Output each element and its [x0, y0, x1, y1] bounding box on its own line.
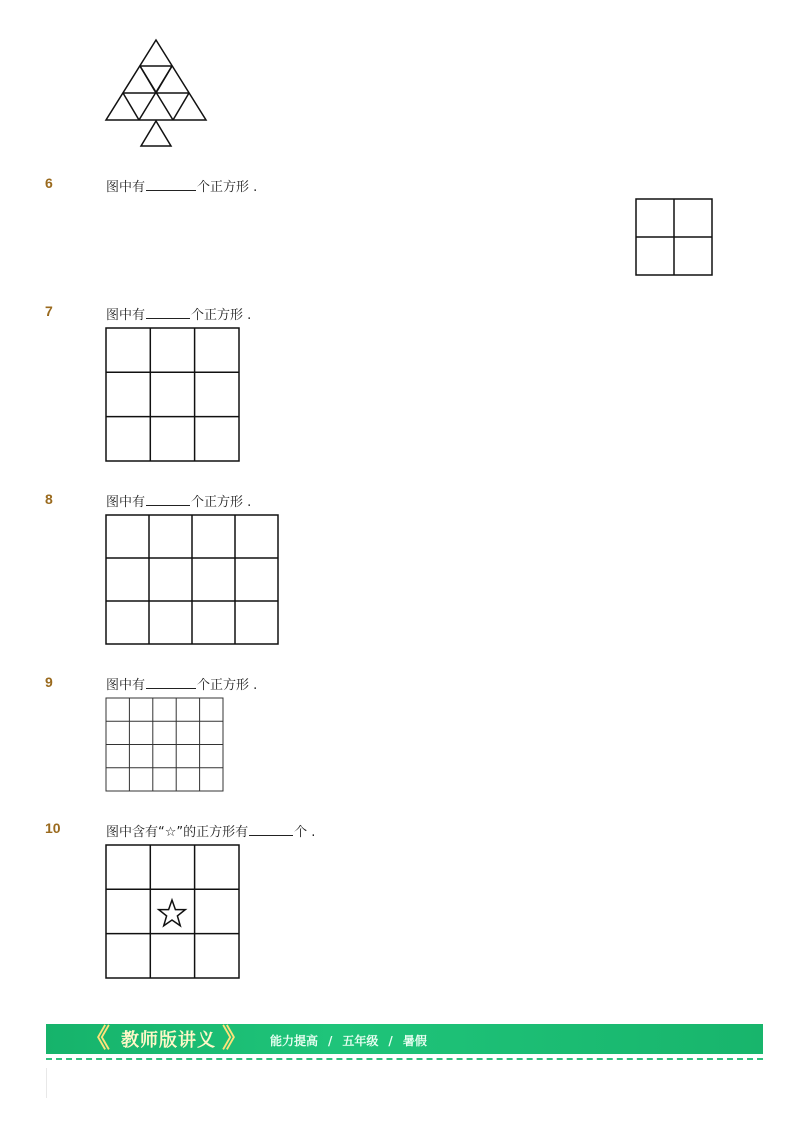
question-prefix: 图中有 [106, 180, 146, 195]
question-number: 8 [45, 491, 53, 507]
footer-term: 暑假 [402, 1034, 427, 1048]
footer-dashed-line [46, 1058, 763, 1060]
question-suffix: 个正方形 . [191, 495, 252, 510]
footer-grade: 五年级 [342, 1034, 379, 1048]
question-number: 10 [45, 820, 61, 836]
question-prefix: 图中有 [106, 495, 146, 510]
question-number: 6 [45, 175, 53, 191]
footer-course: 能力提高 [270, 1034, 319, 1048]
footer-separator: / [388, 1034, 393, 1048]
margin-rule [46, 1068, 47, 1098]
footer-subtitle [270, 1032, 427, 1049]
footer-separator: / [328, 1034, 333, 1048]
question-suffix: 个正方形 . [197, 180, 258, 195]
question-prefix: 图中含有“☆”的正方形有 [106, 825, 249, 840]
chevron-right-icon: 》 [222, 1024, 249, 1054]
question-number: 9 [45, 674, 53, 690]
question-number: 7 [45, 303, 53, 319]
question-prefix: 图中有 [106, 308, 146, 323]
star-icon [159, 900, 186, 926]
footer-title: 教师版讲义 [121, 1030, 216, 1051]
question-suffix: 个正方形 . [191, 308, 252, 323]
chevron-left-icon: 《 [84, 1024, 111, 1054]
question-suffix: 个正方形 . [197, 678, 258, 693]
question-suffix: 个 . [294, 825, 316, 840]
question-prefix: 图中有 [106, 678, 146, 693]
